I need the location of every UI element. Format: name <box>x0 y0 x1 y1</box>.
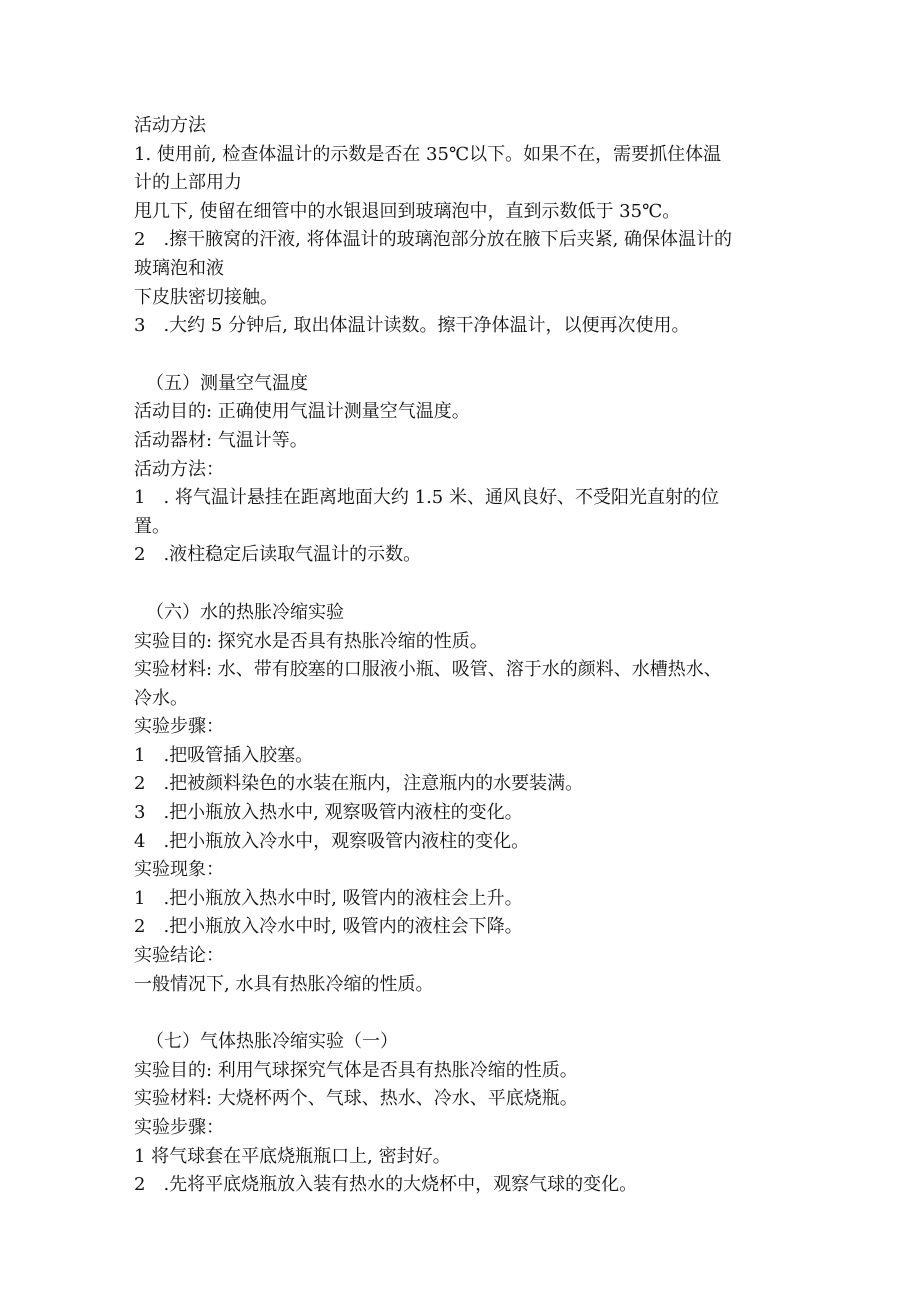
paragraph-line: 冷水。 <box>134 687 188 709</box>
subsection-label: 实验现象： <box>134 859 224 881</box>
document-page <box>134 112 824 1200</box>
paragraph-line: 下皮肤密切接触。 <box>134 286 278 308</box>
paragraph-line: 甩几下, 使留在细管中的水银退回到玻璃泡中，直到示数低于 35℃。 <box>134 200 681 222</box>
subsection-label: 活动方法 <box>134 115 206 136</box>
paragraph-line: 1 将气球套在平底烧瓶瓶口上, 密封好。 <box>134 1145 451 1167</box>
paragraph-line: 2 .擦干腋窝的汗液, 将体温计的玻璃泡部分放在腋下后夹紧, 确保体温计的 <box>134 229 733 251</box>
section-gas-expansion <box>134 1028 824 1200</box>
paragraph-line: 实验目的: 利用气球探究气体是否具有热胀冷缩的性质。 <box>134 1059 578 1081</box>
subsection-label: 实验结论： <box>134 945 224 967</box>
paragraph-line: 2 .把被颜料染色的水装在瓶内，注意瓶内的水要装满。 <box>134 773 584 795</box>
section-body-thermometer <box>134 112 824 341</box>
paragraph-line: 置。 <box>134 515 170 537</box>
section-heading: （六）水的热胀冷缩实验 <box>146 601 344 623</box>
paragraph-line: 3 .大约 5 分钟后, 取出体温计读数。擦干净体温计，以便再次使用。 <box>134 315 690 337</box>
paragraph-line: 实验材料: 水、带有胶塞的口服液小瓶、吸管、溶于水的颜料、水槽热水、 <box>134 659 722 681</box>
section-air-temperature <box>134 370 824 570</box>
paragraph-line: 玻璃泡和液 <box>134 257 224 279</box>
section-water-expansion <box>134 599 824 999</box>
paragraph-line: 1. 使用前, 检查体温计的示数是否在 35℃以下。如果不在，需要抓住体温 <box>134 143 722 165</box>
subsection-label: 实验步骤： <box>134 716 224 738</box>
paragraph-line: 计的上部用力 <box>134 172 242 194</box>
paragraph-line: 活动器材: 气温计等。 <box>134 429 308 451</box>
paragraph-line: 实验材料: 大烧杯两个、气球、热水、冷水、平底烧瓶。 <box>134 1088 578 1110</box>
section-heading: （七）气体热胀冷缩实验（一） <box>146 1031 398 1053</box>
paragraph-line: 2 .先将平底烧瓶放入装有热水的大烧杯中，观察气球的变化。 <box>134 1174 638 1196</box>
paragraph-line: 3 .把小瓶放入热水中, 观察吸管内液柱的变化。 <box>134 802 523 824</box>
paragraph-line: 1 . 将气温计悬挂在距离地面大约 1.5 米、通风良好、不受阳光直射的位 <box>134 487 719 509</box>
subsection-label: 实验步骤： <box>134 1117 224 1138</box>
section-heading: （五）测量空气温度 <box>146 372 308 394</box>
paragraph-line: 2 .液柱稳定后读取气温计的示数。 <box>134 544 422 566</box>
subsection-label: 活动方法： <box>134 458 224 480</box>
paragraph-line: 1 .把吸管插入胶塞。 <box>134 744 314 766</box>
paragraph-line: 2 .把小瓶放入冷水中时, 吸管内的液柱会下降。 <box>134 916 523 938</box>
paragraph-line: 1 .把小瓶放入热水中时, 吸管内的液柱会上升。 <box>134 887 523 909</box>
paragraph-line: 一般情况下, 水具有热胀冷缩的性质。 <box>134 973 434 995</box>
paragraph-line: 4 .把小瓶放入冷水中，观察吸管内液柱的变化。 <box>134 830 530 852</box>
paragraph-line: 实验目的: 探究水是否具有热胀冷缩的性质。 <box>134 630 488 652</box>
paragraph-line: 活动目的: 正确使用气温计测量空气温度。 <box>134 401 470 423</box>
